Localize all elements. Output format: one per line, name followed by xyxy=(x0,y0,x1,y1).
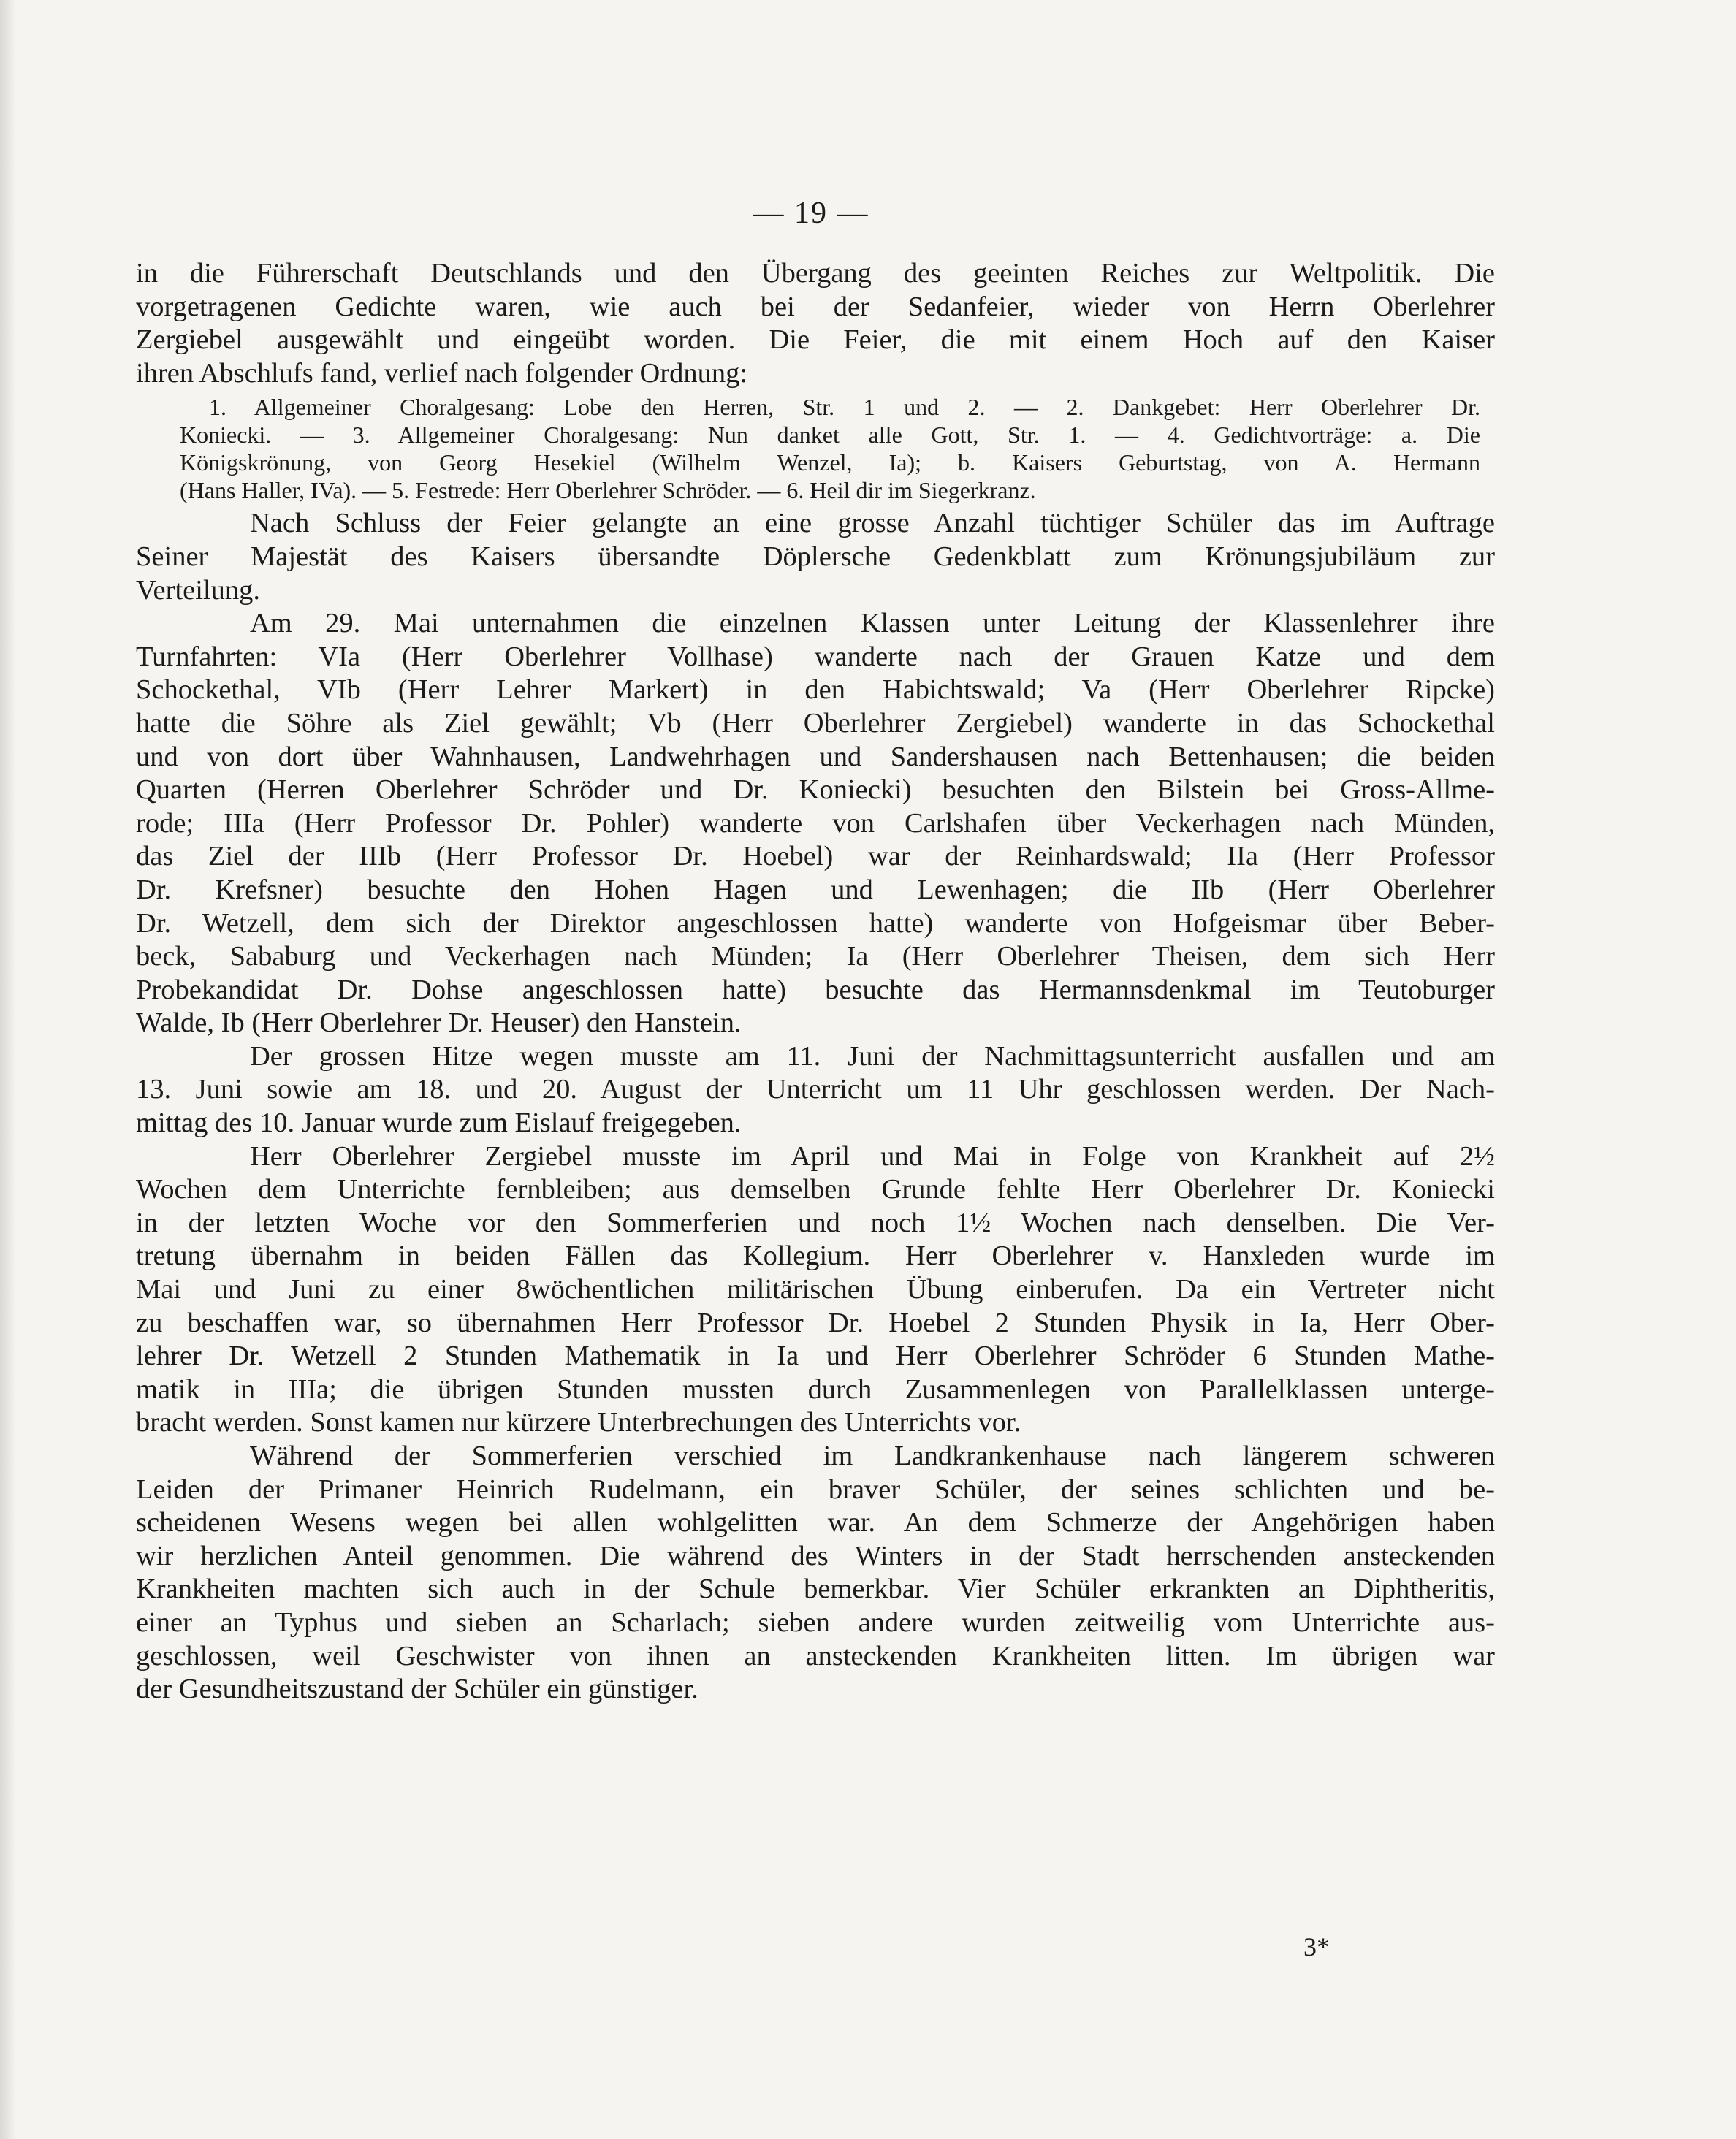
text-line: Dr. Wetzell, dem sich der Direktor angeschlossen hatte) wanderte von Hofgeismar über Beber- xyxy=(136,907,1495,939)
text-line: in die Führerschaft Deutschlands und den Übergang des geeinten Reiches zur Weltpolitik. Die xyxy=(136,258,1495,289)
text-line: Herr Oberlehrer Zergiebel musste im April und Mai in Folge von Krankheit auf 2½ xyxy=(250,1140,1495,1172)
text-line: bracht werden. Sonst kamen nur kürzere Unterbrechungen des Unterrichts vor. xyxy=(136,1407,1021,1438)
paragraph-vertretung xyxy=(136,1140,1495,1440)
ceremony-program xyxy=(180,393,1480,504)
text-line: vorgetragenen Gedichte waren, wie auch bei der Sedanfeier, wieder von Herrn Oberlehrer xyxy=(136,291,1495,322)
text-line: Zergiebel ausgewählt und eingeübt worden. Die Feier, die mit einem Hoch auf den Kaiser xyxy=(136,324,1495,356)
page-number: — 19 — xyxy=(753,197,869,230)
text-line: beck, Sababurg und Veckerhagen nach Münden; Ia (Herr Oberlehrer Theisen, dem sich Herr xyxy=(136,941,1495,972)
text-line: Turnfahrten: VIa (Herr Oberlehrer Vollhase) wanderte nach der Grauen Katze und dem xyxy=(136,641,1495,672)
text-line: matik in IIIa; die übrigen Stunden mussten durch Zusammenlegen von Parallelklassen unterge- xyxy=(136,1373,1495,1405)
body-text xyxy=(136,257,1495,1707)
paragraph-gesundheit xyxy=(136,1440,1495,1707)
text-line: Krankheiten machten sich auch in der Schule bemerkbar. Vier Schüler erkrankten an Diphtheritis, xyxy=(136,1574,1495,1605)
paragraph-continuation xyxy=(136,257,1495,390)
text-line: geschlossen, weil Geschwister von ihnen an ansteckenden Krankheiten litten. Im übrigen war xyxy=(136,1640,1495,1671)
text-line: rode; IIIa (Herr Professor Dr. Pohler) wanderte von Carlshafen über Veckerhagen nach Münden, xyxy=(136,807,1495,839)
text-line: lehrer Dr. Wetzell 2 Stunden Mathematik in Ia und Herr Oberlehrer Schröder 6 Stunden Mathe- xyxy=(136,1341,1495,1372)
text-line: Probekandidat Dr. Dohse angeschlossen hatte) besuchte das Hermannsdenkmal im Teutoburger xyxy=(136,974,1495,1005)
text-line: Schockethal, VIb (Herr Lehrer Markert) in den Habichtswald; Va (Herr Oberlehrer Ripcke) xyxy=(136,674,1495,706)
text-line: Walde, Ib (Herr Oberlehrer Dr. Heuser) den Hanstein. xyxy=(136,1007,742,1039)
paragraph-turnfahrten xyxy=(136,607,1495,1040)
text-line: Mai und Juni zu einer 8wöchentlichen militärischen Übung einberufen. Da ein Vertreter nicht xyxy=(136,1274,1495,1305)
text-line: 13. Juni sowie am 18. und 20. August der Unterricht um 11 Uhr geschlossen werden. Der Nach- xyxy=(136,1074,1495,1105)
text-line: scheidenen Wesens wegen bei allen wohlgelitten war. An dem Schmerze der Angehörigen haben xyxy=(136,1507,1495,1539)
text-line: Leiden der Primaner Heinrich Rudelmann, ein braver Schüler, der seines schlichten und be- xyxy=(136,1473,1495,1505)
text-line: wir herzlichen Anteil genommen. Die während des Winters in der Stadt herrschenden ansteckenden xyxy=(136,1540,1495,1571)
text-line: einer an Typhus und sieben an Scharlach; sieben andere wurden zeitweilig vom Unterrichte aus- xyxy=(136,1606,1495,1638)
text-line: Seiner Majestät des Kaisers übersandte Döplersche Gedenkblatt zum Krönungsjubiläum zur xyxy=(136,541,1495,572)
program-line: Koniecki. — 3. Allgemeiner Choralgesang: Nun danket alle Gott, Str. 1. — 4. Gedichtvorträge: a. Die xyxy=(180,422,1480,449)
program-line: Königskrönung, von Georg Hesekiel (Wilhelm Wenzel, Ia); b. Kaisers Geburtstag, von A. Hermann xyxy=(180,449,1480,476)
signature-mark: 3* xyxy=(1303,1932,1330,1961)
text-line: tretung übernahm in beiden Fällen das Kollegium. Herr Oberlehrer v. Hanxleden wurde im xyxy=(136,1240,1495,1272)
text-line: Quarten (Herren Oberlehrer Schröder und Dr. Koniecki) besuchten den Bilstein bei Gross-Allme- xyxy=(136,774,1495,806)
paragraph-hitze xyxy=(136,1040,1495,1140)
text-line: in der letzten Woche vor den Sommerferien und noch 1½ Wochen nach denselben. Die Ver- xyxy=(136,1207,1495,1238)
scan-edge-shadow xyxy=(0,0,16,2139)
text-line: zu beschaffen war, so übernahmen Herr Professor Dr. Hoebel 2 Stunden Physik in Ia, Herr Ober- xyxy=(136,1307,1495,1338)
text-line: Während der Sommerferien verschied im Landkrankenhause nach längerem schweren xyxy=(250,1441,1495,1471)
program-line: 1. Allgemeiner Choralgesang: Lobe den Herren, Str. 1 und 2. — 2. Dankgebet: Herr Oberlehrer Dr. xyxy=(209,394,1480,421)
text-line: Nach Schluss der Feier gelangte an eine grosse Anzahl tüchtiger Schüler das im Auftrage xyxy=(250,508,1495,539)
text-line: das Ziel der IIIb (Herr Professor Dr. Hoebel) war der Reinhardswald; IIa (Herr Professor xyxy=(136,841,1495,872)
text-line: und von dort über Wahnhausen, Landwehrhagen und Sandershausen nach Bettenhausen; die beiden xyxy=(136,741,1495,772)
program-line: (Hans Haller, IVa). — 5. Festrede: Herr Oberlehrer Schröder. — 6. Heil dir im Siegerkranz. xyxy=(180,477,1036,504)
text-line: Der grossen Hitze wegen musste am 11. Juni der Nachmittagsunterricht ausfallen und am xyxy=(250,1040,1495,1072)
text-line: Wochen dem Unterrichte fernbleiben; aus demselben Grunde fehlte Herr Oberlehrer Dr. Koniecki xyxy=(136,1174,1495,1205)
text-line: mittag des 10. Januar wurde zum Eislauf freigegeben. xyxy=(136,1107,742,1139)
text-line: hatte die Söhre als Ziel gewählt; Vb (Herr Oberlehrer Zergiebel) wanderte in das Schockethal xyxy=(136,707,1495,739)
paragraph-gedenkblatt xyxy=(136,507,1495,607)
text-line: ihren Abschlufs fand, verlief nach folgender Ordnung: xyxy=(136,357,748,389)
text-line: Am 29. Mai unternahmen die einzelnen Klassen unter Leitung der Klassenlehrer ihre xyxy=(250,608,1495,639)
text-line: Dr. Krefsner) besuchte den Hohen Hagen und Lewenhagen; die IIb (Herr Oberlehrer xyxy=(136,874,1495,905)
text-line: Verteilung. xyxy=(136,574,260,606)
text-line: der Gesundheitszustand der Schüler ein günstiger. xyxy=(136,1674,698,1705)
